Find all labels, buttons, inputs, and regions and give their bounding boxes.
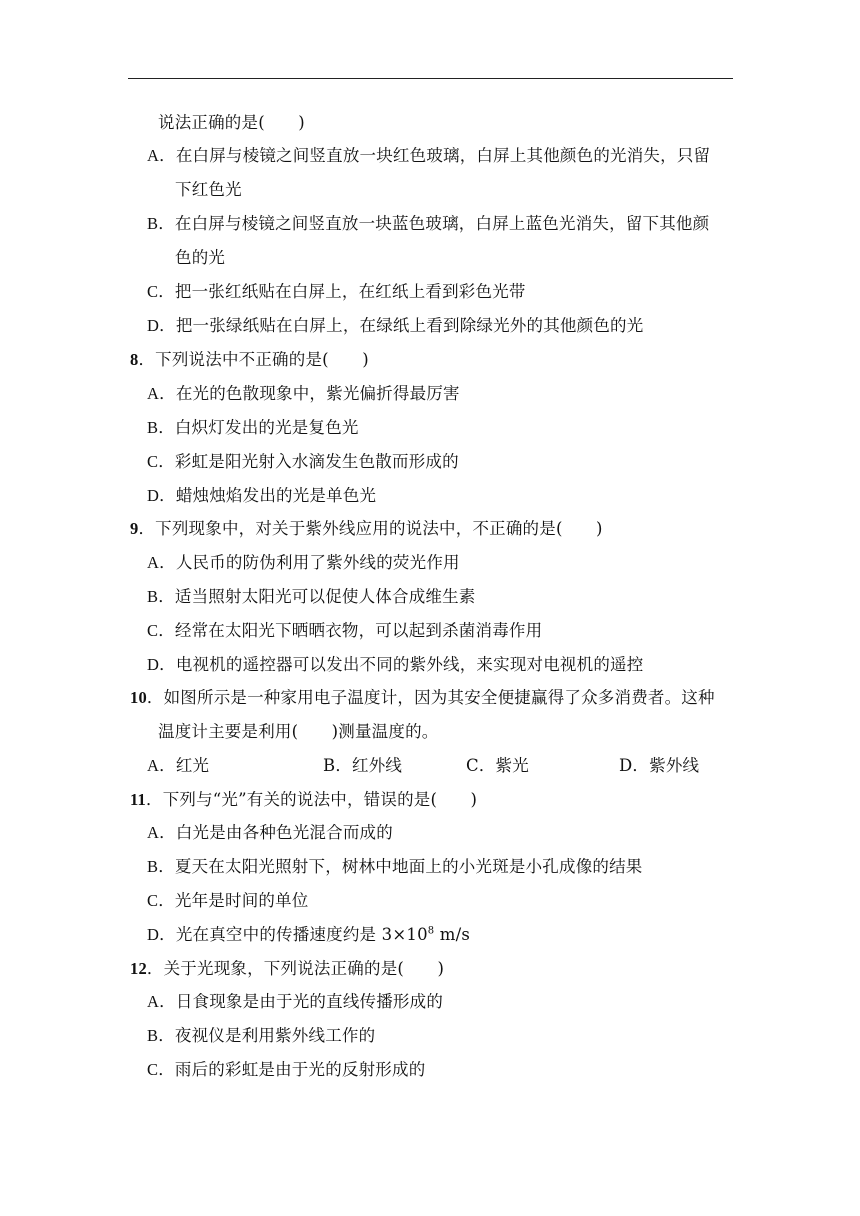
q11-option-a bbox=[147, 822, 393, 844]
option-label: A． bbox=[147, 823, 176, 842]
option-label: C． bbox=[147, 282, 175, 301]
option-label: C． bbox=[466, 756, 496, 775]
q11-option-b bbox=[147, 856, 643, 878]
q7-option-b bbox=[147, 213, 709, 235]
option-label: D． bbox=[147, 655, 176, 674]
q7-option-c bbox=[147, 281, 526, 303]
option-label: D． bbox=[147, 316, 176, 335]
option-text: 人民币的防伪利用了紫外线的荧光作用 bbox=[175, 553, 460, 572]
option-label: A． bbox=[147, 553, 176, 572]
q10-stem-cont: 温度计主要是利用( )测量温度的。 bbox=[158, 722, 439, 741]
q10-option-b bbox=[323, 755, 402, 777]
option-label: C． bbox=[147, 891, 175, 910]
option-label: B． bbox=[147, 1026, 175, 1045]
question-number: 10 bbox=[130, 688, 147, 707]
option-text: 彩虹是阳光射入水滴发生色散而形成的 bbox=[174, 452, 459, 471]
option-label: B． bbox=[147, 587, 175, 606]
question-text: ．关于光现象，下列说法正确的是( ) bbox=[146, 959, 445, 978]
q7-option-b-cont: 色的光 bbox=[175, 248, 226, 267]
option-text: 在白屏与棱镜之间竖直放一块红色玻璃，白屏上其他颜色的光消失，只留 bbox=[175, 146, 711, 165]
option-text: 电视机的遥控器可以发出不同的紫外线，来实现对电视机的遥控 bbox=[175, 655, 644, 674]
question-number: 9 bbox=[130, 519, 139, 538]
option-label: C． bbox=[147, 452, 175, 471]
option-text: 经常在太阳光下晒晒衣物，可以起到杀菌消毒作用 bbox=[174, 621, 543, 640]
option-text: 蜡烛烛焰发出的光是单色光 bbox=[175, 486, 377, 505]
question-number: 8 bbox=[130, 350, 139, 369]
question-text: ．下列与“光”有关的说法中，错误的是( ) bbox=[146, 790, 478, 809]
question-text: ．如图所示是一种家用电子温度计，因为其安全便捷赢得了众多消费者。这种 bbox=[146, 688, 715, 707]
option-label: D． bbox=[147, 486, 176, 505]
option-text: 白光是由各种色光混合而成的 bbox=[175, 823, 393, 842]
q11-option-c bbox=[147, 890, 309, 912]
option-text: 夜视仪是利用紫外线工作的 bbox=[174, 1026, 376, 1045]
option-label: C． bbox=[147, 1060, 175, 1079]
option-label: B． bbox=[147, 857, 175, 876]
q8-option-d bbox=[147, 485, 376, 507]
option-text: 日食现象是由于光的直线传播形成的 bbox=[175, 992, 444, 1011]
q9-stem bbox=[130, 518, 603, 540]
exponent: 8 bbox=[427, 925, 435, 937]
question-text: ．下列现象中，对关于紫外线应用的说法中，不正确的是( ) bbox=[138, 519, 603, 538]
option-text: 光年是时间的单位 bbox=[174, 891, 309, 910]
option-label: B． bbox=[147, 418, 175, 437]
option-label: C． bbox=[147, 621, 175, 640]
q8-option-c bbox=[147, 451, 459, 473]
q10-option-d bbox=[619, 755, 699, 777]
q9-option-b bbox=[147, 586, 476, 608]
option-text: 雨后的彩虹是由于光的反射形成的 bbox=[174, 1060, 426, 1079]
q9-option-c bbox=[147, 620, 542, 642]
q9-option-d bbox=[147, 654, 643, 676]
option-text: 适当照射太阳光可以促使人体合成维生素 bbox=[174, 587, 476, 606]
option-label: B． bbox=[147, 214, 175, 233]
option-label: A． bbox=[147, 384, 176, 403]
option-text: 紫光 bbox=[495, 756, 529, 775]
q11-stem bbox=[130, 789, 477, 811]
option-text: 在光的色散现象中，紫光偏折得最厉害 bbox=[175, 384, 460, 403]
option-text: 夏天在太阳光照射下，树林中地面上的小光斑是小孔成像的结果 bbox=[174, 857, 643, 876]
q8-option-b bbox=[147, 417, 359, 439]
option-text: 光在真空中的传播速度约是 3×10 bbox=[175, 925, 428, 944]
option-label: A． bbox=[147, 992, 176, 1011]
q12-stem bbox=[130, 958, 444, 980]
q7-option-a-cont: 下红色光 bbox=[175, 180, 242, 199]
q9-option-a bbox=[147, 552, 460, 574]
q12-option-a bbox=[147, 991, 443, 1013]
option-text: 红光 bbox=[175, 756, 210, 775]
q10-option-a bbox=[147, 755, 209, 777]
q7-stem-tail: 说法正确的是( ) bbox=[158, 113, 305, 132]
option-label: A． bbox=[147, 146, 176, 165]
option-text: 白炽灯发出的光是复色光 bbox=[174, 418, 359, 437]
option-label: B． bbox=[323, 756, 353, 775]
q11-option-d bbox=[147, 924, 470, 946]
q10-option-c bbox=[466, 755, 529, 777]
header-rule bbox=[128, 78, 733, 79]
option-label: D． bbox=[619, 756, 650, 775]
option-text: 紫外线 bbox=[649, 756, 700, 775]
q10-stem bbox=[130, 687, 715, 709]
q7-option-a bbox=[147, 145, 710, 167]
option-label: A． bbox=[147, 756, 176, 775]
q7-option-d bbox=[147, 315, 643, 337]
option-text: 把一张绿纸贴在白屏上，在绿纸上看到除绿光外的其他颜色的光 bbox=[175, 316, 644, 335]
option-text: 在白屏与棱镜之间竖直放一块蓝色玻璃，白屏上蓝色光消失，留下其他颜 bbox=[174, 214, 710, 233]
q12-option-b bbox=[147, 1025, 375, 1047]
option-text: 把一张红纸贴在白屏上，在红纸上看到彩色光带 bbox=[174, 282, 526, 301]
question-number: 11 bbox=[130, 790, 146, 809]
question-text: ．下列说法中不正确的是( ) bbox=[138, 350, 369, 369]
option-text: 红外线 bbox=[352, 756, 403, 775]
q8-stem bbox=[130, 349, 369, 371]
unit-text: m/s bbox=[434, 925, 471, 944]
q8-option-a bbox=[147, 383, 460, 405]
option-label: D． bbox=[147, 925, 176, 944]
question-number: 12 bbox=[130, 959, 147, 978]
q12-option-c bbox=[147, 1059, 425, 1081]
